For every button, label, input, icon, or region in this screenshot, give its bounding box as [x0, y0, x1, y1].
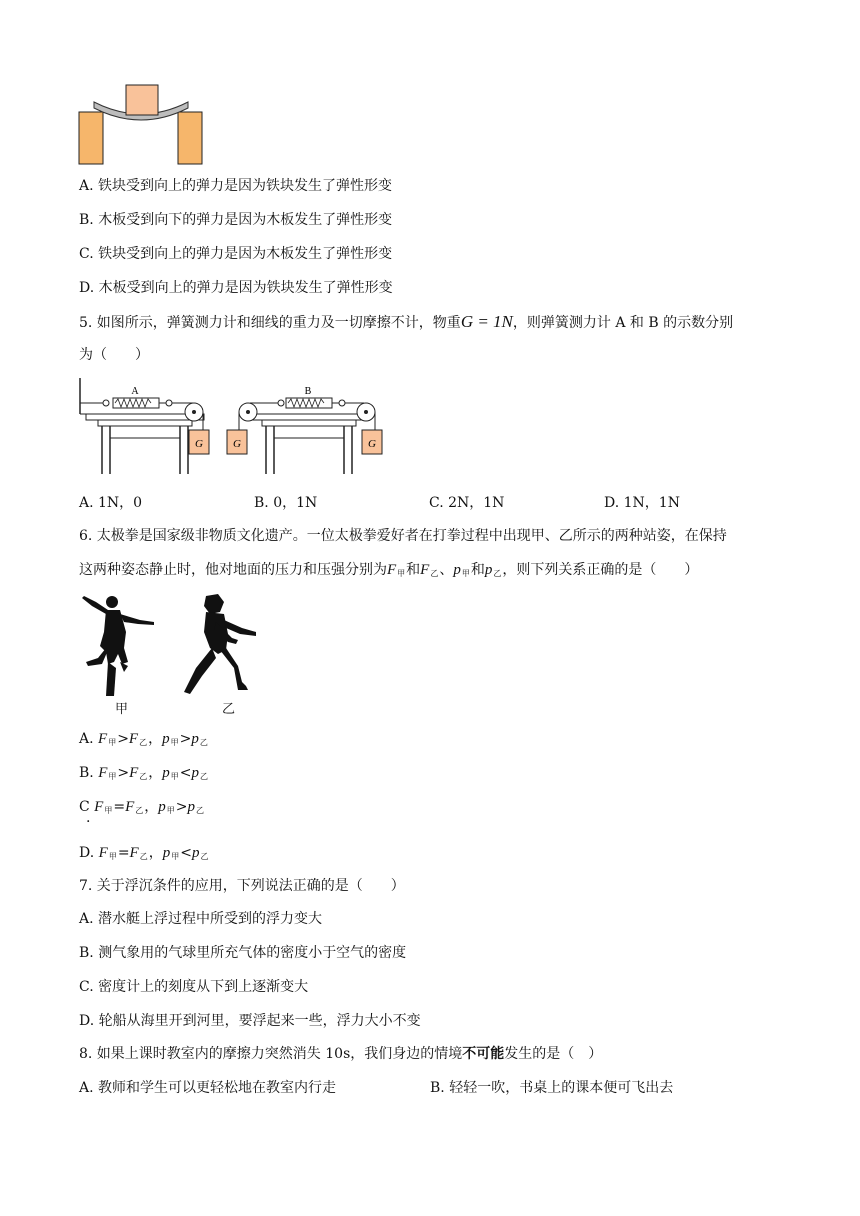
sub-yi: 乙	[199, 738, 208, 747]
separator: ，	[148, 731, 163, 747]
q6-option-c-dot: .	[86, 810, 91, 826]
q8-option-b[interactable]: B. 轻轻一吹，书桌上的课本便可飞出去	[430, 1080, 674, 1096]
text-dun: 、	[439, 562, 454, 578]
right-support	[178, 112, 202, 164]
sub-yi: 乙	[430, 569, 439, 578]
q5-option-d[interactable]: D. 1N，1N	[604, 495, 680, 511]
q7-option-b[interactable]: B. 测气象用的气球里所充气体的密度小于空气的密度	[79, 945, 407, 961]
q6-option-c[interactable]	[79, 797, 205, 821]
symbol-p: p	[191, 731, 199, 747]
sub-jia: 甲	[108, 852, 117, 861]
symbol-f: F	[94, 799, 104, 815]
q4-option-d[interactable]: D. 木板受到向上的弹力是因为铁块发生了弹性形变	[79, 280, 393, 296]
spring-scale-figure	[78, 376, 388, 478]
relation-pressure: <	[179, 765, 192, 781]
symbol-p: p	[453, 562, 461, 578]
sub-yi: 乙	[135, 806, 144, 815]
sub-jia: 甲	[397, 569, 406, 578]
relation-pressure: <	[180, 845, 192, 861]
q4-option-b[interactable]: B. 木板受到向下的弹力是因为木板发生了弹性形变	[79, 212, 393, 228]
sub-yi: 乙	[139, 852, 148, 861]
q6-option-d[interactable]	[79, 843, 209, 867]
sub-yi: 乙	[200, 772, 209, 781]
q7-option-d[interactable]: D. 轮船从海里开到河里，要浮起来一些，浮力大小不变	[79, 1013, 421, 1029]
silhouette-jia	[82, 596, 154, 696]
q8-stem-text-a: 8. 如果上课时教室内的摩擦力突然消失 10s，我们身边的情境	[79, 1046, 463, 1062]
q7-option-c[interactable]: C. 密度计上的刻度从下到上逐渐变大	[79, 979, 309, 995]
q7-stem: 7. 关于浮沉条件的应用，下列说法正确的是（ ）	[79, 878, 405, 894]
weight-label-right: G	[368, 438, 376, 450]
sub-jia: 甲	[170, 772, 179, 781]
q5-option-c[interactable]: C. 2N，1N	[429, 495, 505, 511]
relation-force: =	[113, 799, 126, 815]
option-prefix: A.	[79, 731, 94, 747]
q8-stem-text-b: 发生的是（ ）	[504, 1046, 603, 1062]
q8-option-a[interactable]: A. 教师和学生可以更轻松地在教室内行走	[79, 1080, 337, 1096]
sub-yi: 乙	[195, 806, 204, 815]
relation-force: >	[117, 731, 129, 747]
iron-block	[126, 85, 158, 115]
relation-force: >	[117, 765, 130, 781]
silhouette-yi	[184, 594, 256, 694]
bent-board-figure	[78, 84, 204, 166]
weight-label-mid: G	[233, 438, 241, 450]
q5-stem-text-b: ，则弹簧测力计 A 和 B 的示数分别	[512, 315, 734, 331]
symbol-p: p	[162, 731, 170, 747]
sub-jia: 甲	[108, 738, 117, 747]
symbol-p: p	[191, 765, 200, 781]
symbol-p: p	[191, 845, 200, 861]
scale-label-a: A	[131, 386, 139, 397]
sub-jia: 甲	[171, 852, 180, 861]
q4-option-c[interactable]: C. 铁块受到向上的弹力是因为木板发生了弹性形变	[79, 246, 393, 262]
symbol-p: p	[187, 799, 195, 815]
symbol-f: F	[420, 562, 430, 578]
q7-option-a[interactable]: A. 潜水艇上浮过程中所受到的浮力变大	[79, 911, 323, 927]
symbol-p: p	[162, 845, 171, 861]
symbol-f: F	[129, 845, 139, 861]
q5-option-b[interactable]: B. 0，1N	[254, 495, 318, 511]
left-support	[79, 112, 103, 164]
q6-option-b[interactable]	[79, 763, 209, 787]
symbol-p: p	[484, 562, 493, 578]
symbol-f: F	[98, 765, 108, 781]
text-he: 和	[406, 562, 421, 578]
sub-yi: 乙	[139, 772, 148, 781]
relation-pressure: >	[175, 799, 188, 815]
q8-stem	[79, 1044, 602, 1064]
sub-jia: 甲	[104, 806, 113, 815]
taichi-stances-figure	[78, 592, 264, 700]
q4-option-a[interactable]: A. 铁块受到向上的弹力是因为铁块发生了弹性形变	[79, 178, 393, 194]
q6-option-a[interactable]	[79, 729, 209, 753]
separator: ，	[144, 799, 159, 815]
option-prefix: B.	[79, 765, 94, 781]
option-prefix: C	[79, 799, 90, 815]
symbol-f: F	[129, 765, 139, 781]
sub-jia: 甲	[108, 772, 117, 781]
q6-stem-line1: 6. 太极拳是国家级非物质文化遗产。一位太极拳爱好者在打拳过程中出现甲、乙所示的两种站姿，在保持	[79, 528, 727, 544]
sub-jia: 甲	[166, 806, 175, 815]
q6-stem-text-b: ，则下列关系正确的是（ ）	[502, 562, 699, 578]
sub-yi: 乙	[493, 569, 502, 578]
symbol-p: p	[158, 799, 166, 815]
weight-label-left: G	[195, 438, 203, 450]
scale-label-b: B	[304, 386, 312, 397]
symbol-f: F	[98, 845, 108, 861]
caption-yi: 乙	[222, 702, 236, 717]
q6-stem-text-a: 这两种姿态静止时，他对地面的压力和压强分别为	[79, 562, 387, 578]
symbol-p: p	[162, 765, 170, 781]
symbol-f: F	[125, 799, 135, 815]
q6-stem-line2	[79, 560, 698, 584]
separator: ，	[148, 765, 163, 781]
q5-option-a[interactable]: A. 1N，0	[79, 495, 143, 511]
symbol-f: F	[387, 562, 397, 578]
relation-force: =	[117, 845, 130, 861]
q8-stem-emphasis: 不可能	[462, 1046, 505, 1062]
separator: ，	[148, 845, 163, 861]
sub-jia: 甲	[461, 569, 470, 578]
caption-jia: 甲	[115, 702, 129, 717]
q5-stem-line1	[79, 312, 733, 333]
relation-pressure: >	[179, 731, 192, 747]
sub-jia: 甲	[170, 738, 179, 747]
text-he: 和	[470, 562, 485, 578]
sub-yi: 乙	[139, 738, 148, 747]
q5-formula: G = 1N	[460, 312, 513, 331]
symbol-f: F	[98, 731, 108, 747]
q5-stem-text-a: 5. 如图所示，弹簧测力计和细线的重力及一切摩擦不计，物重	[79, 315, 461, 331]
symbol-f: F	[128, 731, 139, 747]
sub-yi: 乙	[200, 852, 209, 861]
q5-stem-line2: 为（ ）	[79, 347, 149, 363]
option-prefix: D.	[79, 845, 95, 861]
